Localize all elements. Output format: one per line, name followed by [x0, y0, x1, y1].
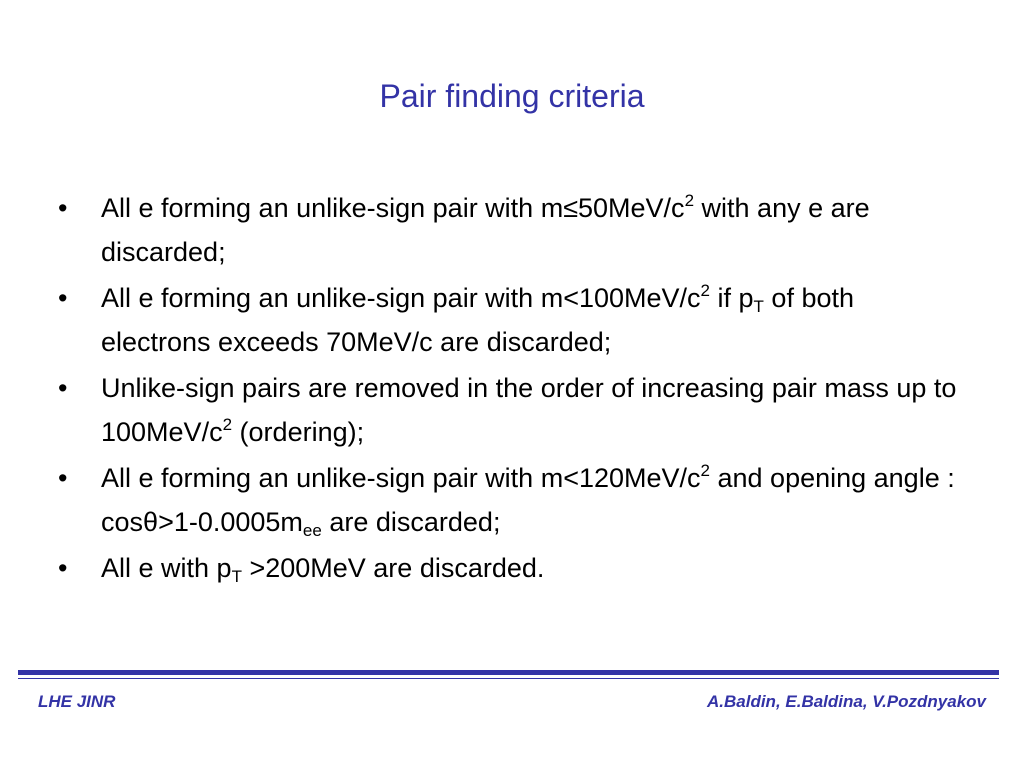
- bullet-text: >200MeV are discarded.: [241, 553, 545, 583]
- bullet-item: [58, 366, 958, 454]
- bullet-text: All e with p: [101, 553, 232, 583]
- superscript: 2: [222, 415, 233, 434]
- bullet-text: All e forming an unlike-sign pair with m≤50MeV/c: [101, 193, 685, 223]
- bullet-text: (ordering);: [232, 417, 365, 447]
- bullet-item: [58, 186, 958, 274]
- superscript: 2: [684, 191, 695, 210]
- bullet-text: Unlike-sign pairs are removed in the order of increasing pair mass up to 100MeV/c: [101, 373, 957, 447]
- bullet-item: [58, 276, 958, 364]
- bullet-marker: •: [58, 463, 68, 493]
- slide-title: Pair finding criteria: [379, 78, 645, 114]
- footer-divider: [18, 670, 999, 675]
- footer-organization: LHE JINR: [38, 692, 116, 711]
- subscript: T: [753, 297, 764, 316]
- bullet-text: All e forming an unlike-sign pair with m<100MeV/c: [101, 283, 701, 313]
- bullet-text: All e forming an unlike-sign pair with m<120MeV/c: [101, 463, 701, 493]
- bullet-text: and opening angle : cos: [101, 463, 955, 537]
- bullet-item: [58, 546, 958, 590]
- bullet-list: [58, 186, 958, 592]
- bullet-item: [58, 456, 958, 544]
- superscript: 2: [700, 461, 710, 480]
- bullet-text: with any e are discarded;: [101, 193, 870, 267]
- bullet-text: if p: [710, 283, 754, 313]
- bullet-text: >1-0.0005m: [158, 507, 303, 537]
- footer-divider-thin: [18, 678, 999, 679]
- bullet-marker: •: [58, 193, 68, 223]
- bullet-marker: •: [58, 283, 68, 313]
- superscript: 2: [700, 281, 710, 300]
- bullet-text: of both electrons exceeds 70MeV/c are discarded;: [101, 283, 854, 357]
- bullet-marker: •: [58, 373, 68, 403]
- subscript: ee: [302, 521, 322, 540]
- subscript: T: [231, 567, 242, 586]
- bullet-text: are discarded;: [321, 507, 501, 537]
- footer-authors: A.Baldin, E.Baldina, V.Pozdnyakov: [707, 692, 986, 711]
- bullet-marker: •: [58, 553, 68, 583]
- theta-symbol: θ: [143, 507, 159, 537]
